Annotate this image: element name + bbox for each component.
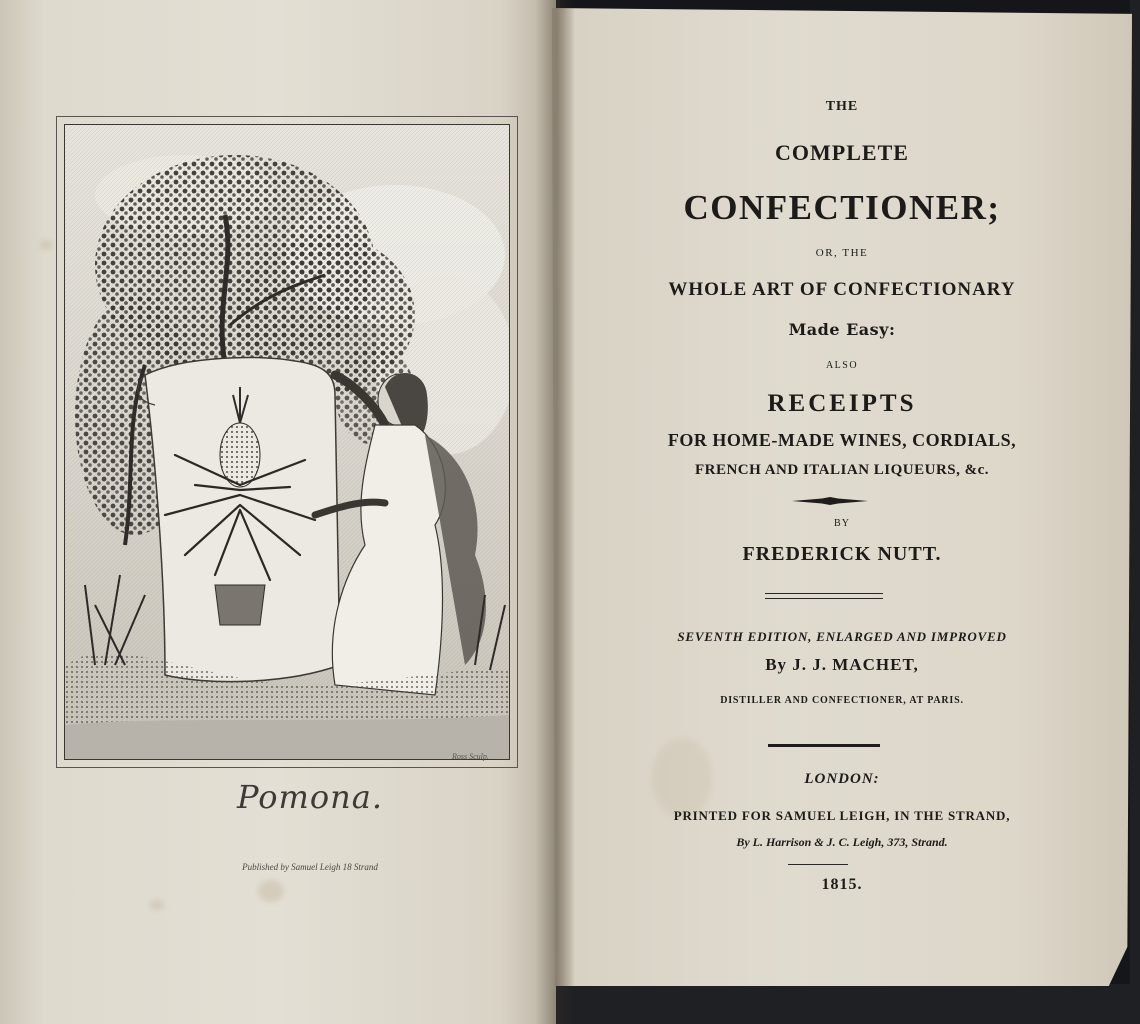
- author-name: FREDERICK NUTT.: [742, 543, 942, 565]
- frontispiece-engraving: [64, 124, 510, 760]
- title-complete: COMPLETE: [775, 140, 909, 165]
- edition-statement: SEVENTH EDITION, ENLARGED AND IMPROVED: [677, 629, 1007, 644]
- ornament-divider: [792, 497, 868, 505]
- subtitle-also: ALSO: [825, 360, 859, 371]
- thick-rule: [768, 744, 880, 747]
- double-rule: [765, 593, 883, 599]
- subtitle-whole-art: WHOLE ART OF CONFECTIONARY: [668, 279, 1016, 300]
- book-cover-edge: [556, 984, 1140, 1024]
- byline-by: BY: [834, 518, 850, 529]
- subtitle-receipts: RECEIPTS: [767, 390, 917, 417]
- plate-imprint: Published by Samuel Leigh 18 Strand: [242, 862, 378, 872]
- editor-name: By J. J. MACHET,: [765, 655, 919, 674]
- subtitle-or-the: OR, THE: [815, 247, 869, 259]
- imprint-printed-for: PRINTED FOR SAMUEL LEIGH, IN THE STRAND,: [673, 808, 1011, 823]
- imprint-place: LONDON:: [804, 771, 880, 787]
- main-title: CONFECTIONER;: [683, 188, 1001, 227]
- subtitle-made-easy: Made Easy:: [788, 320, 896, 339]
- subtitle-home-made: FOR HOME-MADE WINES, CORDIALS,: [667, 430, 1017, 450]
- subtitle-french: FRENCH AND ITALIAN LIQUEURS, &c.: [694, 462, 990, 478]
- thin-rule: [788, 864, 848, 865]
- engraver-credit: Ross Sculp.: [452, 752, 489, 761]
- title-the: THE: [825, 99, 859, 114]
- imprint-year: 1815.: [821, 876, 863, 893]
- editor-role: DISTILLER AND CONFECTIONER, AT PARIS.: [720, 695, 964, 706]
- imprint-printer: By L. Harrison & J. C. Leigh, 373, Strand.: [736, 835, 948, 849]
- plate-caption: Pomona.: [237, 778, 383, 816]
